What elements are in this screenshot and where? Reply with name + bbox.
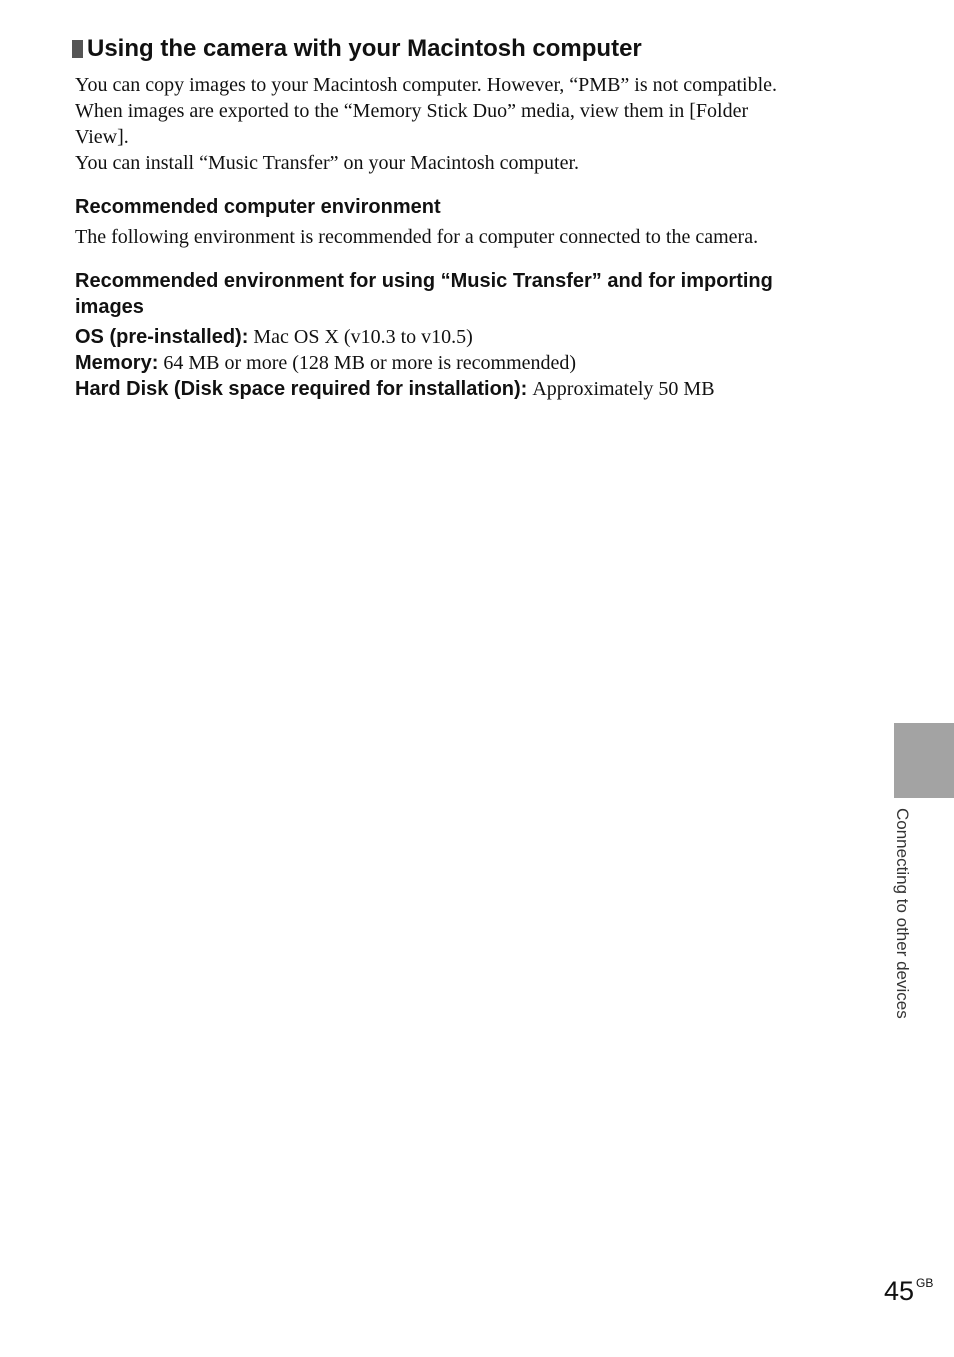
spec-memory-label: Memory: [75, 352, 159, 374]
spec-os-value: Mac OS X (v10.3 to v10.5) [253, 326, 473, 348]
intro-line-2: When images are exported to the “Memory Stick Duo” media, view them in [Folder [75, 100, 749, 122]
page-number-suffix: GB [916, 1276, 934, 1290]
page-number-value: 45 [884, 1276, 915, 1306]
spec-memory-value: 64 MB or more (128 MB or more is recommended) [163, 352, 577, 374]
intro-line-1: You can copy images to your Macintosh computer. However, “PMB” is not compatible. [75, 74, 778, 96]
section-title [72, 34, 875, 64]
spec-hard-disk-value: Approximately 50 MB [532, 378, 715, 400]
music-transfer-heading-line-2: images [75, 296, 144, 318]
section-title-text: Using the camera with your Macintosh computer [87, 35, 642, 62]
chapter-label: Connecting to other devices [893, 808, 912, 1019]
spec-hard-disk [75, 376, 875, 402]
spec-memory [75, 350, 875, 376]
recommended-heading: Recommended computer environment [75, 196, 441, 218]
intro-line-4: You can install “Music Transfer” on your Macintosh computer. [75, 152, 580, 174]
intro-line-3: View]. [75, 126, 129, 148]
spec-hard-disk-label: Hard Disk (Disk space required for installation): [75, 378, 528, 400]
spec-os-label: OS (pre-installed): [75, 326, 249, 348]
section-marker-icon [72, 40, 83, 58]
music-transfer-heading-line-1: Recommended environment for using “Music Transfer” and for importing [75, 270, 773, 292]
page-number [884, 1266, 933, 1308]
chapter-tab [894, 723, 954, 798]
music-transfer-heading [75, 268, 875, 320]
spec-os [75, 324, 875, 350]
recommended-text: The following environment is recommended for a computer connected to the camera. [75, 226, 759, 248]
page-content [75, 34, 875, 402]
